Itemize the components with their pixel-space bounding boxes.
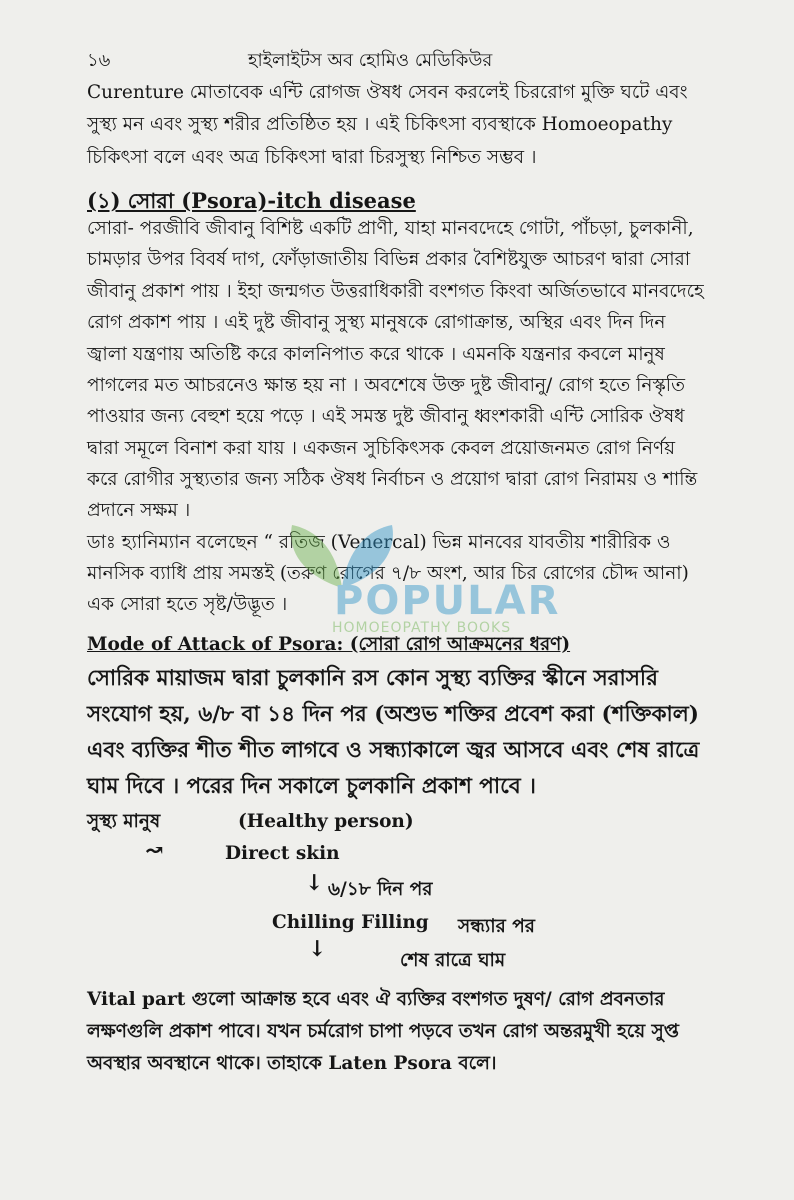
mode-line: এবং ব্যক্তির শীত শীত লাগবে ও সন্ধ্যাকালে জ্বর আসবে এবং শেষ রাত্রে bbox=[87, 738, 700, 763]
mode-of-attack-heading: Mode of Attack of Psora: (সোরা রোগ আক্রমনের ধরণ) bbox=[87, 634, 571, 655]
quote-line: ডাঃ হ্যানিম্যান বলেছেন “ রতিজ (Venercal) ভিন্ন মানবের যাবতীয় শারীরিক ও bbox=[87, 532, 671, 553]
paragraph-line: সোরা- পরজীবি জীবানু বিশিষ্ট একটি প্রাণী, যাহা মানবদেহে গোটা, পাঁচড়া, চুলকানী, bbox=[87, 218, 694, 239]
intro-line: Curenture মোতাবেক এন্টি রোগজ ঔষধ সেবন করলেই চিররোগ মুক্তি ঘটে এবং bbox=[87, 82, 688, 103]
mode-line: সংযোগ হয়, ৬/৮ বা ১৪ দিন পর (অশুভ শক্তির প্রবেশ করা (শক্তিকাল) bbox=[87, 702, 699, 727]
paragraph-line: রোগ প্রকাশ পায় । এই দুষ্ট জীবানু সুস্থ্য মানুষকে রোগাক্রান্ত, অস্থির এবং দিন দিন bbox=[87, 312, 666, 333]
mode-line: ঘাম দিবে । পরের দিন সকালে চুলকানি প্রকাশ পাবে । bbox=[87, 774, 536, 799]
intro-line: সুস্থ্য মন এবং সুস্থ্য শরীর প্রতিষ্ঠিত হয় । এই চিকিৎসা ব্যবস্থাকে Homoeopathy bbox=[87, 114, 673, 135]
flow-after-evening: সন্ধ্যার পর bbox=[458, 916, 535, 937]
paragraph-line: দ্বারা সমূলে বিনাশ করা যায় । একজন সুচিকিৎসক কেবল প্রয়োজনমত রোগ নির্ণয় bbox=[87, 438, 676, 459]
closing-line: অবস্থার অবস্থানে থাকে। তাহাকে Laten Psora বলে। bbox=[87, 1053, 497, 1074]
intro-line: চিকিৎসা বলে এবং অত্র চিকিৎসা দ্বারা চিরসুস্থ্য নিশ্চিত সম্ভব । bbox=[87, 147, 537, 168]
page-number: ১৬ bbox=[87, 50, 111, 71]
paragraph-line: করে রোগীর সুস্থ্যতার জন্য সঠিক ঔষধ নির্বাচন ও প্রয়োগ দ্বারা রোগ নিরাময় ও শান্তি bbox=[87, 469, 698, 490]
paragraph-line: প্রদানে সক্ষম । bbox=[87, 500, 191, 521]
paragraph-line: চামড়ার উপর বিবর্ষ দাগ, ফোঁড়াজাতীয় বিভিন্ন প্রকার বৈশিষ্টযুক্ত আচরণ দ্বারা সোরা bbox=[87, 249, 691, 270]
curved-arrow-icon: ↝ bbox=[145, 838, 164, 864]
running-title: হাইলাইটস অব হোমিও মেডিকিউর bbox=[248, 50, 493, 71]
flow-chilling-filling: Chilling Filling bbox=[272, 912, 429, 933]
section-heading-psora: (১) সোরা (Psora)-itch disease bbox=[87, 188, 416, 213]
closing-line: লক্ষণগুলি প্রকাশ পাবে। যখন চর্মরোগ চাপা পড়বে তখন রোগ অন্তরমুখী হয়ে সুপ্ত bbox=[87, 1021, 679, 1042]
paragraph-line: জীবানু প্রকাশ পায় । ইহা জন্মগত উত্তরাধিকারী বংশগত কিংবা অর্জিতভাবে মানবদেহে bbox=[87, 281, 704, 302]
down-arrow-icon: ↓ bbox=[305, 870, 324, 896]
quote-line: মানসিক ব্যাধি প্রায় সমস্তই (তরুণ রোগের ৭/৮ অংশ, আর চির রোগের চৌদ্দ আনা) bbox=[87, 563, 689, 584]
paragraph-line: পাওয়ার জন্য বেহুশ হয়ে পড়ে । এই সমস্ত দুষ্ট জীবানু ধ্বংশকারী এন্টি সোরিক ঔষধ bbox=[87, 406, 685, 427]
watermark-brand: POPULAR bbox=[334, 578, 561, 624]
flow-healthy-person-en: (Healthy person) bbox=[238, 811, 414, 832]
flow-direct-skin: Direct skin bbox=[225, 843, 340, 864]
watermark-subtitle: HOMOEOPATHY BOOKS bbox=[332, 620, 512, 636]
paragraph-line: পাগলের মত আচরনেও ক্ষান্ত হয় না । অবশেষে উক্ত দুষ্ট জীবানু/ রোগ হতে নিস্কৃতি bbox=[87, 375, 685, 396]
down-arrow-icon: ↓ bbox=[308, 936, 327, 962]
mode-line: সোরিক মায়াজম দ্বারা চুলকানি রস কোন সুস্থ্য ব্যক্তির স্কীনে সরাসরি bbox=[87, 666, 658, 691]
paragraph-line: জ্বালা যন্ত্রণায় অতিষ্টি করে কালনিপাত করে থাকে । এমনকি যন্ত্রনার কবলে মানুষ bbox=[87, 344, 665, 365]
flow-days-after: ৬/১৮ দিন পর bbox=[328, 879, 433, 900]
flow-night-sweat: শেষ রাত্রে ঘাম bbox=[400, 950, 506, 971]
quote-line: এক সোরা হতে সৃষ্ট/উদ্ভূত । bbox=[87, 594, 288, 615]
flow-healthy-person-bn: সুস্থ্য মানুষ bbox=[87, 811, 161, 832]
closing-line: Vital part গুলো আক্রান্ত হবে এবং ঐ ব্যক্তির বংশগত দুষণ/ রোগ প্রবনতার bbox=[87, 989, 665, 1010]
